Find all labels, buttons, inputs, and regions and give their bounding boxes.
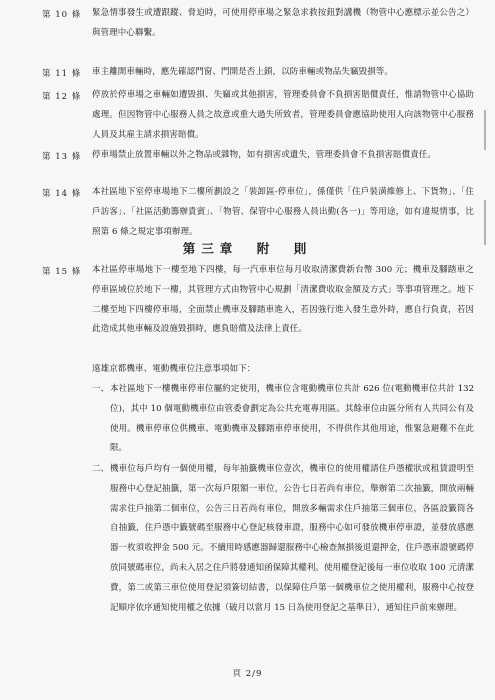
notice-intro: 遠雄京都機車、電動機車位注意事項如下： [92,364,256,374]
chapter-title: 第三章 附 則 [182,241,313,256]
item-2-text: 機車位每戶均有一個使用權，每年抽籤機車位壹次，機車位的使用權請住戶憑權狀或租賃證明至服務中心登記抽籤，第一次每戶限額一車位，公告七日若尚有車位，舉辦第二次抽籤，開放兩輛需求住戶抽第二個車位，公告三日若尚有車位，開放多輛需求住戶抽第三個車位，各區設籤筒各自抽籤，住戶憑中籤號碼至服務中心登記核發車證，服務中心如可發放機車停車證，並發放感應器一枚須收押金 500 元。不續用時感應器歸還服務中心檢查無損後退還押金，住戶憑車證號碼停放同號碼車位，尚未入居之住戶將發通知函保障其權利。使用權登記後每一車位收取 100 元清潔費，第二或第三車位使用登記須簽切結書，以保障住戶第一個機車位之使用權利，服務中心按登記順序依序通知使用權之依據（破月以當月 15 日為使用登記之基準日），通知住戶前來辦理。 [110,464,474,613]
article-10-text: 緊急情事發生或遭跟蹤、脅迫時，可使用停車場之緊急求救按鈕對講機（物管中心應標示並公告之）與管理中心聯繫。 [92,8,474,38]
article-11-text: 車主離開車輛時，應先確認門窗、門開是否上鎖，以防車輛或物品失竊毀損等。 [92,67,394,77]
article-14-number: 第 14 條 [42,189,82,199]
article-10-number: 第 10 條 [42,10,82,20]
article-12-number: 第 12 條 [42,92,82,102]
item-1-number: 一、 [92,384,110,394]
article-11-number: 第 11 條 [42,69,82,79]
article-13-text: 停車場禁止放置車輛以外之物品或雜物，如有損害或遺失，管理委員會不負損害賠償責任。 [92,150,437,160]
article-13-number: 第 13 條 [42,152,82,162]
page-number: 頁 2/9 [232,669,263,679]
item-2-number: 二、 [92,464,110,474]
article-15-text: 本社區停車場地下一樓至地下四樓，每一汽車車位每月收取清潔費新台幣 300 元；機車及腳踏車之停車區域位於地下一樓，其管理方式由物管中心規劃「清潔費收取金額及方式」等事項管理之。地下二樓至地下四樓停車場，全面禁止機車及腳踏車進入，若因強行進入發生意外時，應自行負責，若因此造成其他車輛及設施毀損時，應負賠償及法律上責任。 [92,265,474,335]
article-15-number: 第 15 條 [42,267,82,277]
article-12-text: 停放於停車場之車輛如遭毀損、失竊或其他損害，管理委員會不負損害賠償責任，惟請物管中心協助處理。但因物管中心服務人員之故意或重大過失所致者，管理委員會應協助使用人向該物管中心服務人員及其雇主請求損害賠償。 [92,90,474,140]
article-14-text: 本社區地下室停車場地下二樓所劃設之「裝卸區-停車位」，係僅供「住戶裝潢維修上、下貨物」、「住戶訪客」、「社區活動籌辦貴賓」、「物管、保管中心服務人員出勤(各一)」等用途，如有違規情事，比照第 6 條之規定事項辦理。 [92,187,474,237]
scan-mark [484,200,486,245]
scan-mark [484,110,486,150]
item-1-text: 本社區地下一樓機車停車位屬約定使用，機車位含電動機車位共計 626 位(電動機車位共計 132 位)，其中 10 個電動機車位由管委會劃定為公共充電專用區。其餘車位由區分所有人共同公有及使用。機車停車位供機車、電動機車及腳踏車停車使用，不得供作其他用途，惟緊急避難不在此限。 [110,384,474,454]
